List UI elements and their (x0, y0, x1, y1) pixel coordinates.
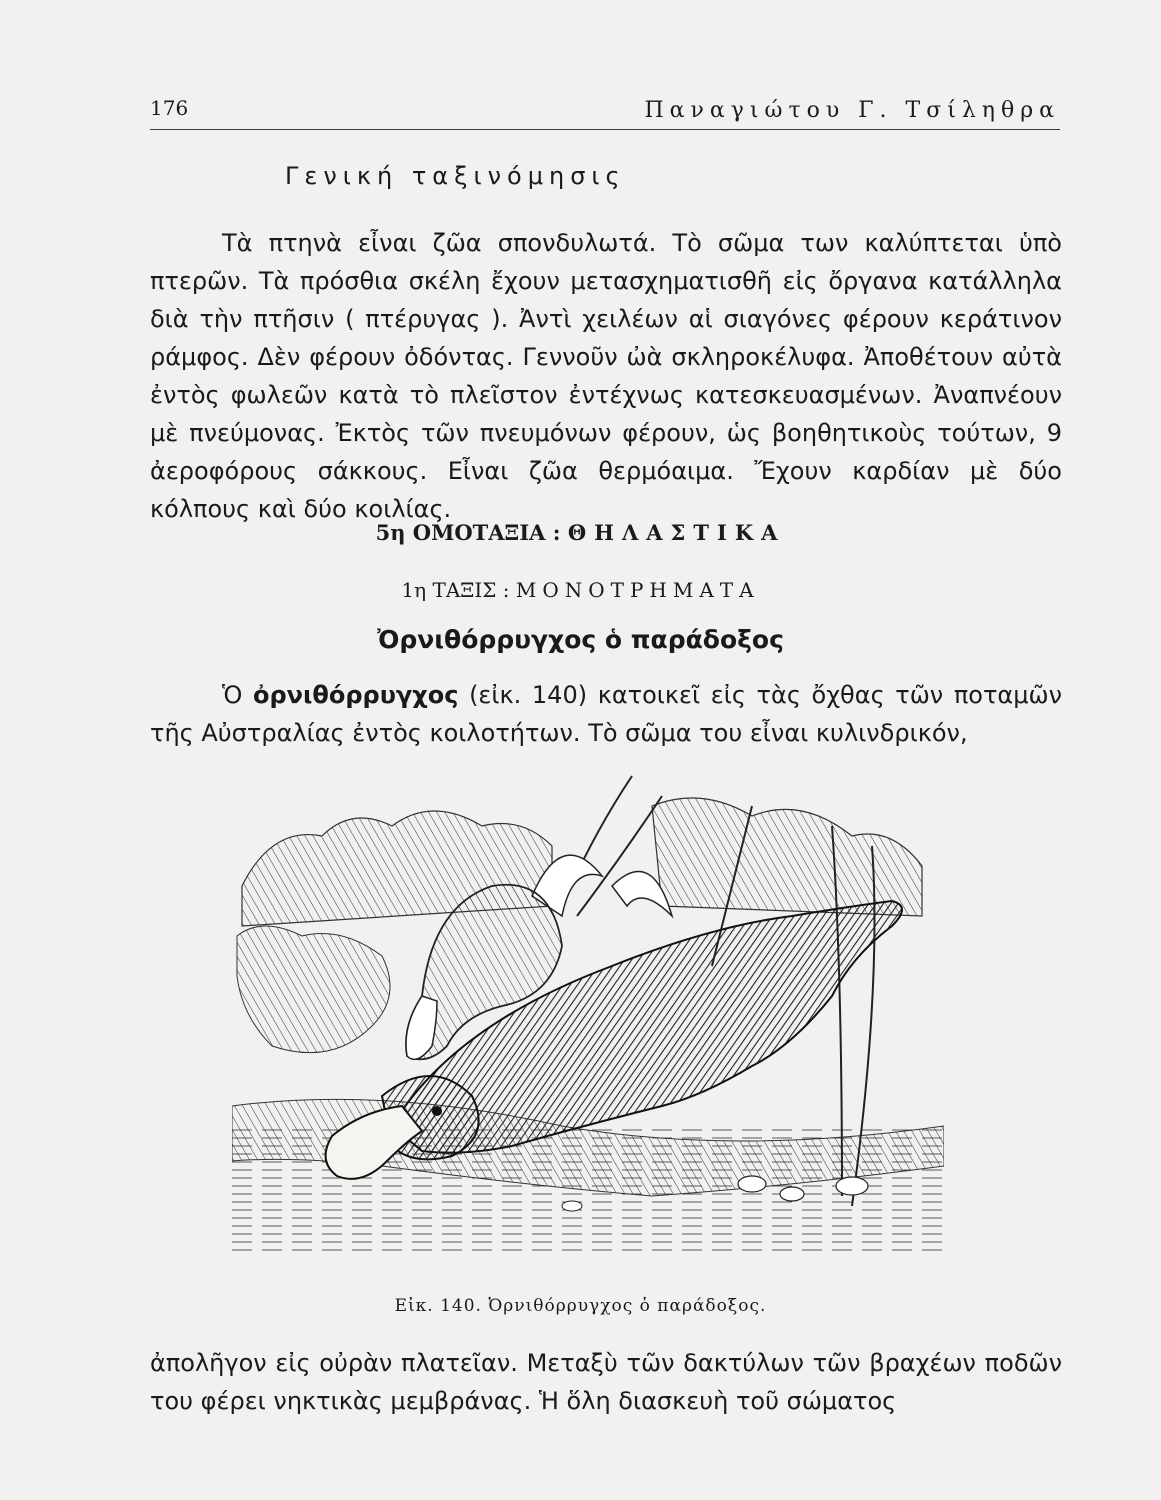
platypus-illustration (232, 766, 944, 1294)
intro-paragraph (150, 224, 1062, 528)
page-header (150, 96, 1060, 130)
platypus-engraving-image (232, 766, 944, 1294)
taxis-name: ΜΟΝΟΤΡΗΜΑΤΑ (515, 578, 760, 602)
figure-caption: Εἰκ. 140. Ὀρνιθόρρυγχος ὁ παράδοξος. (394, 1296, 767, 1316)
header-rule (150, 129, 1060, 130)
leaf-shape (532, 855, 672, 916)
platypus-eye (432, 1106, 442, 1116)
paragraph-1-text (150, 676, 1062, 752)
bush-shape (652, 798, 922, 916)
species-heading: Ὀρνιθόρρυγχος ὁ παράδοξος (377, 625, 784, 654)
classis-ordinal: η (390, 520, 406, 545)
taxis-label: ΤΑΞΙΣ : (432, 578, 510, 602)
classis-name: ΘΗΛΑΣΤΙΚΑ (567, 520, 786, 545)
classis-label: ΟΜΟΤΑΞΙΑ : (412, 520, 561, 545)
taxis-number: 1 (401, 578, 415, 602)
classis-number: 5 (375, 520, 391, 545)
bush-shape (237, 926, 390, 1053)
running-head: Παναγιώτου Γ. Τσίληθρα (644, 98, 1060, 123)
classis-heading (0, 520, 1161, 545)
pebble (836, 1177, 868, 1195)
paragraph-1-rest: (εἰκ. 140) κατοικεῖ εἰς τὰς ὄχθας τῶν ποταμῶν τῆς Αὐστραλίας ἐντὸς κοιλοτήτων. Τὸ σῶμα του εἶναι κυλινδρικόν, (150, 681, 1063, 747)
taxis-ordinal: η (414, 578, 427, 602)
pebble (562, 1201, 582, 1211)
paragraph-2 (150, 1344, 1062, 1420)
paragraph-1-lead: Ὁ (222, 681, 243, 709)
intro-paragraph-text: Τὰ πτηνὰ εἶναι ζῶα σπονδυλωτά. Τὸ σῶμα των καλύπτεται ὑπὸ πτερῶν. Τὰ πρόσθια σκέλη ἔχουν μετασχηματισθῆ εἰς ὄργανα κατάλληλα διὰ τὴν πτῆσιν ( πτέρυγας ). Ἀντὶ χειλέων αἱ σιαγόνες φέρουν κεράτινον ράμφος. Δὲν φέρουν ὀδόντας. Γεννοῦν ὠὰ σκληροκέλυφα. Ἀποθέτουν αὐτὰ ἐντὸς φωλεῶν κατὰ τὸ πλεῖστον ἐντέχνως κατεσκευασμένων. Ἀναπνέουν μὲ πνεύμονας. Ἐκτὸς τῶν πνευμόνων φέρουν, ὡς βοηθητικοὺς τούτων, 9 ἀεροφόρους σάκκους. Εἶναι ζῶα θερμόαιμα. Ἔχουν καρδίαν μὲ δύο κόλπους καὶ δύο κοιλίας. (150, 229, 1062, 523)
paragraph-1 (150, 676, 1062, 752)
paragraph-1-bold-term: ὀρνιθόρρυγχος (252, 681, 459, 709)
pebble (738, 1176, 766, 1192)
page-number: 176 (150, 96, 189, 120)
section-heading: Γενική ταξινόμησις (285, 162, 626, 190)
paragraph-2-text: ἀπολῆγον εἰς οὐρὰν πλατεῖαν. Μεταξὺ τῶν δακτύλων τῶν βραχέων ποδῶν του φέρει νηκτικὰς μεμβράνας. Ἡ ὅλη διασκευὴ τοῦ σώματος (150, 1349, 1062, 1415)
taxis-heading (0, 578, 1161, 602)
pebble (780, 1187, 804, 1201)
